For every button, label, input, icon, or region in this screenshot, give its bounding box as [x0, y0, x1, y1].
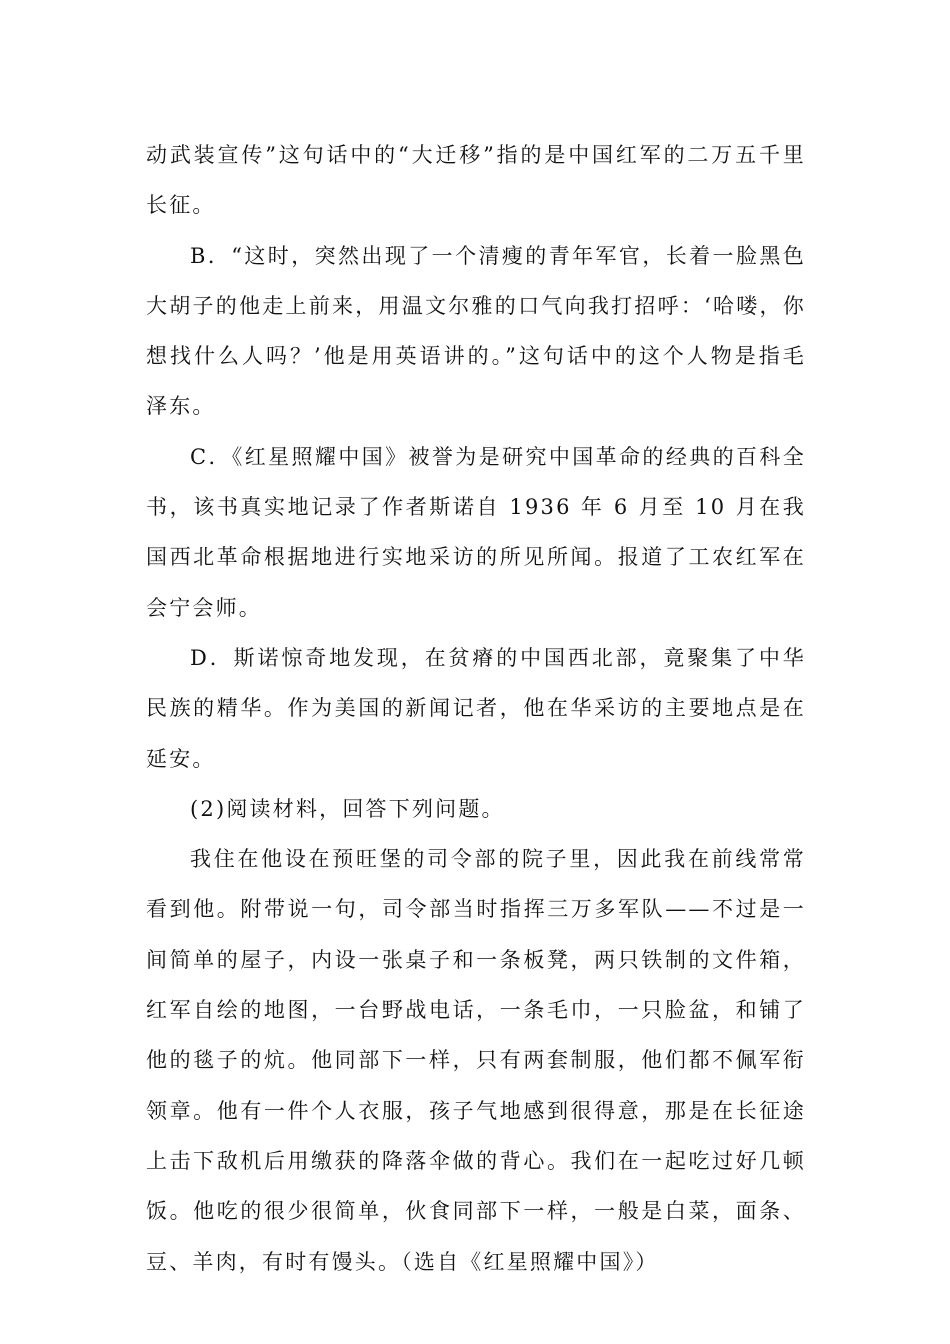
option-c-paragraph: C．《红星照耀中国》被誉为是研究中国革命的经典的百科全书，该书真实地记录了作者斯诺自 1936 年 6 月至 10 月在我国西北革命根据地进行实地采访的所见所闻。报道了工农红军在会宁会师。: [146, 444, 806, 620]
question-2-heading: (2)阅读材料，回答下列问题。: [190, 796, 505, 821]
reading-material-paragraph: 我住在他设在预旺堡的司令部的院子里，因此我在前线常常看到他。附带说一句，司令部当时指挥三万多军队——不过是一间简单的屋子，内设一张桌子和一条板凳，两只铁制的文件箱，红军自绘的地图，一台野战电话，一条毛巾，一只脸盆，和铺了他的毯子的炕。他同部下一样，只有两套制服，他们都不佩军衔领章。他有一件个人衣服，孩子气地感到很得意，那是在长征途上击下敌机后用缴获的降落伞做的背心。我们在一起吃过好几顿饭。他吃的很少很简单，伙食同部下一样，一般是白菜，面条、豆、羊肉，有时有馒头。（选自《红星照耀中国》）: [146, 847, 806, 1274]
option-d-paragraph: D．斯诺惊奇地发现，在贫瘠的中国西北部，竟聚集了中华民族的精华。作为美国的新闻记者，他在华采访的主要地点是在延安。: [146, 645, 806, 771]
document-page: [146, 130, 806, 1287]
option-b-paragraph: B．“这时，突然出现了一个清瘦的青年军官，长着一脸黑色大胡子的他走上前来，用温文尔雅的口气向我打招呼：‘哈喽，你想找什么人吗？’他是用英语讲的。”这句话中的这个人物是指毛泽东。: [146, 243, 806, 419]
option-a-continuation: 动武装宣传”这句话中的“大迁移”指的是中国红军的二万五千里长征。: [146, 143, 806, 218]
